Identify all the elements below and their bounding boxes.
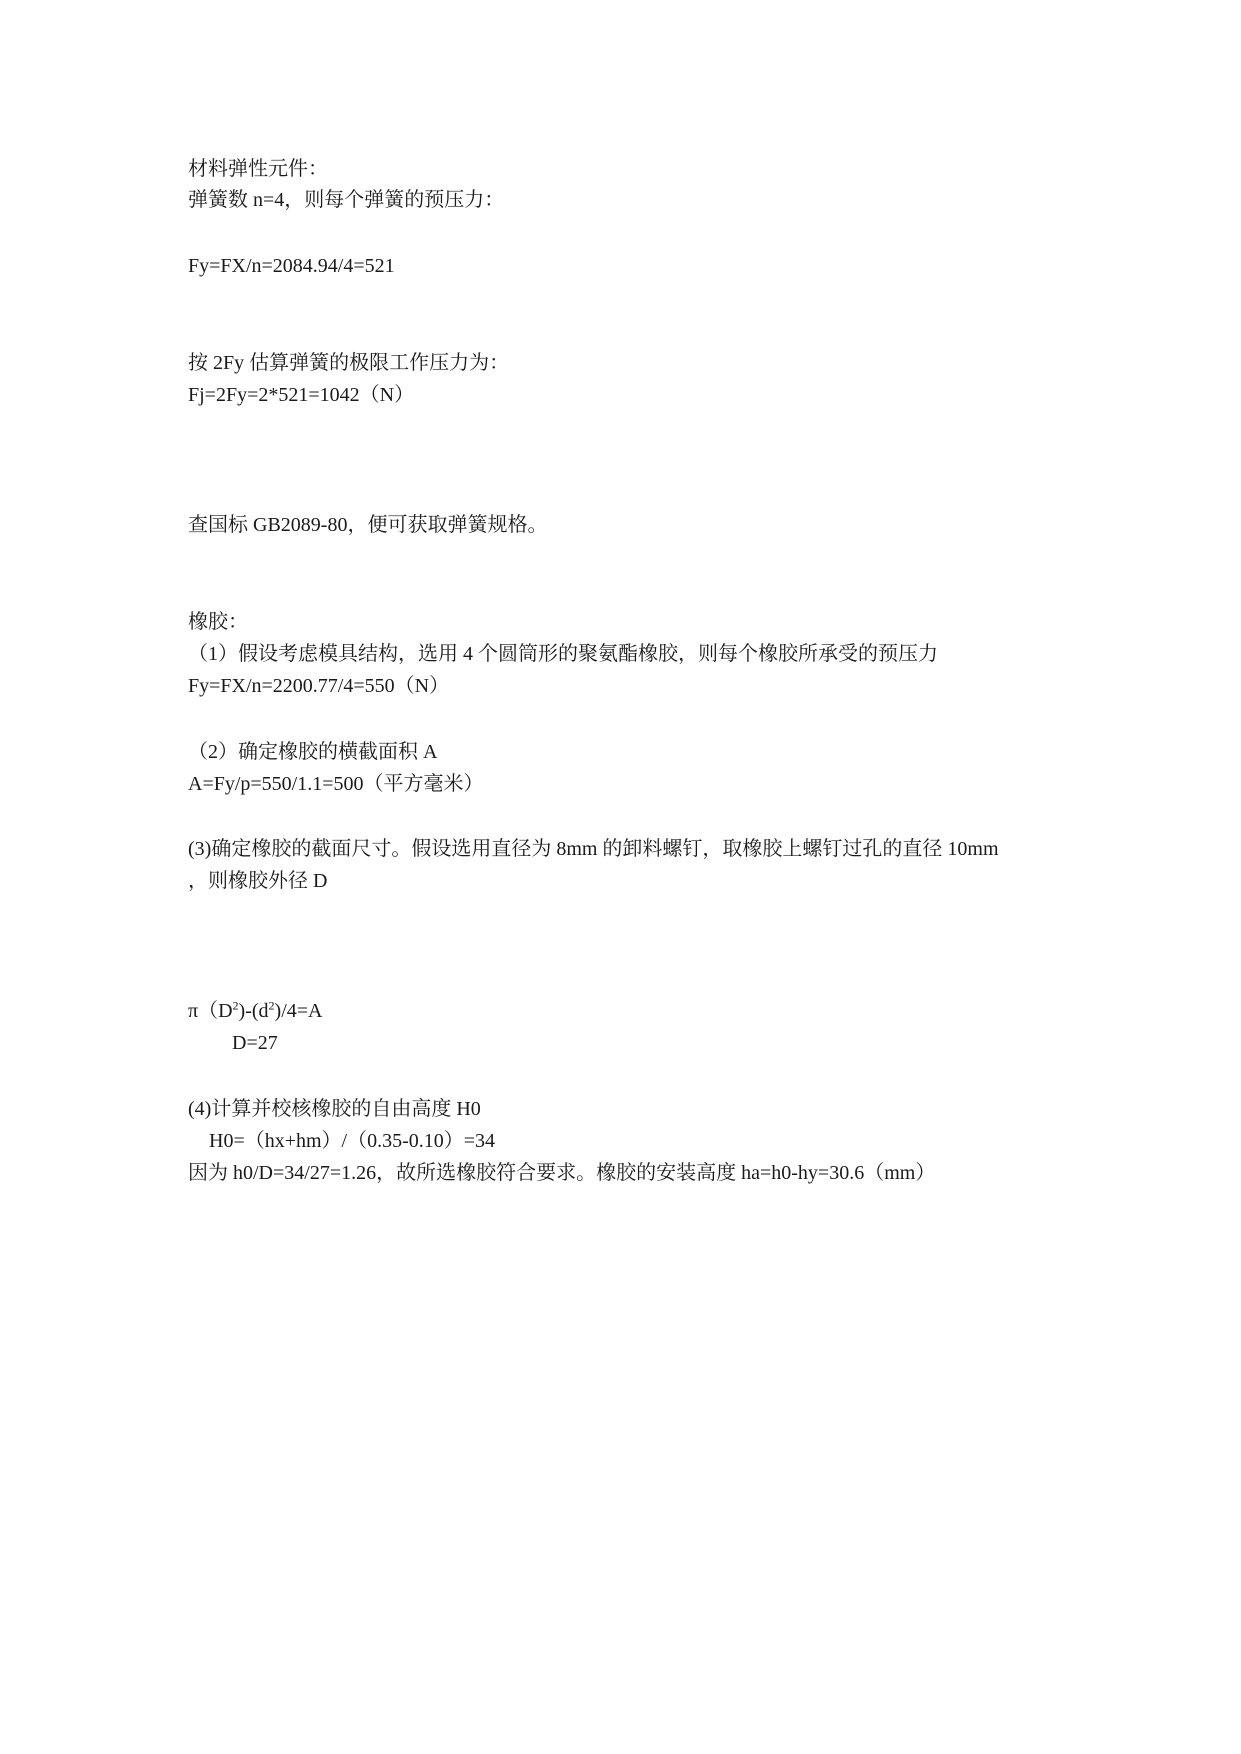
formula-part-3: )/4=A: [274, 1000, 323, 1022]
text-conclusion: 因为 h0/D=34/27=1.26，故所选橡胶符合要求。橡胶的安装高度 ha=h0-hy=30.6（mm）: [188, 1162, 936, 1184]
heading-spring-elements: 材料弹性元件：: [188, 158, 328, 180]
formula-rubber-preload: Fy=FX/n=2200.77/4=550（N）: [188, 675, 450, 697]
text-limit-pressure: 按 2Fy 估算弹簧的极限工作压力为：: [188, 352, 510, 374]
superscript-2: 2: [268, 998, 275, 1013]
formula-part-2: )-(d: [238, 1000, 269, 1022]
text-rubber-step3-cont: ，则橡胶外径 D: [188, 870, 328, 892]
text-rubber-step3: (3)确定橡胶的截面尺寸。假设选用直径为 8mm 的卸料螺钉，取橡胶上螺钉过孔的直径 10mm: [188, 838, 999, 860]
text-spring-count: 弹簧数 n=4，则每个弹簧的预压力：: [188, 189, 505, 211]
text-rubber-step1: （1）假设考虑模具结构，选用 4 个圆筒形的聚氨酯橡胶，则每个橡胶所承受的预压力: [188, 643, 938, 665]
formula-part-1: π（D: [188, 1000, 233, 1022]
heading-rubber: 橡胶：: [188, 611, 248, 633]
formula-spring-preload: Fy=FX/n=2084.94/4=521: [188, 255, 395, 277]
formula-diameter-result: D=27: [232, 1032, 278, 1054]
text-rubber-step4: (4)计算并校核橡胶的自由高度 H0: [188, 1098, 481, 1120]
text-rubber-step2: （2）确定橡胶的横截面积 A: [188, 741, 438, 763]
text-standard-lookup: 查国标 GB2089-80，便可获取弹簧规格。: [188, 514, 548, 536]
formula-limit-pressure: Fj=2Fy=2*521=1042（N）: [188, 384, 415, 406]
superscript-2: 2: [232, 998, 239, 1013]
formula-rubber-area: A=Fy/p=550/1.1=500（平方毫米）: [188, 773, 484, 795]
formula-free-height: H0=（hx+hm）/（0.35-0.10）=34: [209, 1130, 496, 1152]
formula-diameter-equation: [188, 998, 322, 1024]
